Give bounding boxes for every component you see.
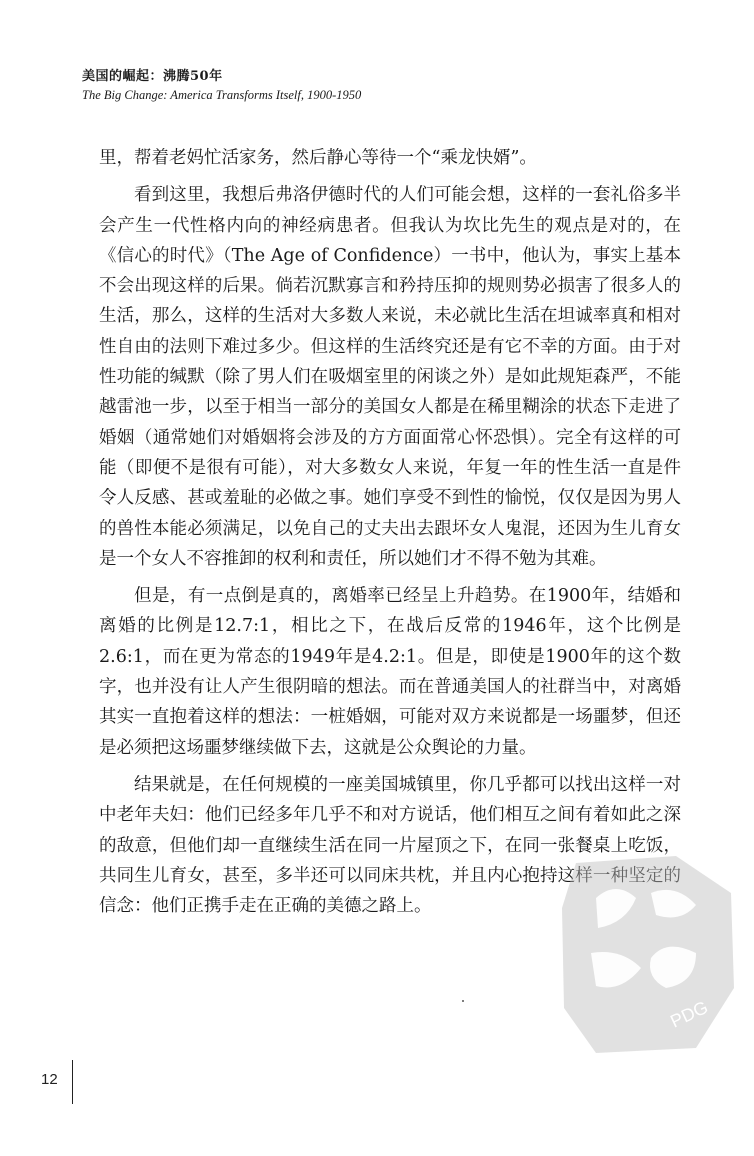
- body-text: [99, 143, 681, 928]
- book-title-english: The Big Change: America Transforms Itself, 1900-1950: [82, 88, 362, 102]
- paragraph: 但是，有一点倒是真的，离婚率已经呈上升趋势。在1900年，结婚和离婚的比例是12.7:1，相比之下，在战后反常的1946年，这个比例是2.6:1，而在更为常态的1949年是4.2:1。但是，即使是1900年的这个数字，也并没有让人产生很阴暗的想法。而在普通美国人的社群当中，对离婚其实一直抱着这样的想法：一桩婚姻，可能对双方来说都是一场噩梦，但还是必须把这场噩梦继续做下去，这就是公众舆论的力量。: [99, 586, 681, 758]
- paragraph: 看到这里，我想后弗洛伊德时代的人们可能会想，这样的一套礼俗多半会产生一代性格内向的神经病患者。但我认为坎比先生的观点是对的，在《信心的时代》（The Age of Confidence）一书中，他认为，事实上基本不会出现这样的后果。倘若沉默寡言和矜持压抑的规则势必损害了很多人的生活，那么，这样的生活对大多数人来说，未必就比生活在坦诚率真和相对性自由的法则下难过多少。但这样的生活终究还是有它不幸的方面。由于对性功能的缄默（除了男人们在吸烟室里的闲谈之外）是如此规矩森严，不能越雷池一步，以至于相当一部分的美国女人都是在稀里糊涂的状态下走进了婚姻（通常她们对婚姻将会涉及的方方面面常心怀恐惧）。完全有这样的可能（即便不是很有可能），对大多数女人来说，年复一年的性生活一直是件令人反感、甚或羞耻的必做之事。她们享受不到性的愉悦，仅仅是因为男人的兽性本能必须满足，以免自己的丈夫出去跟坏女人鬼混，还因为生儿育女是一个女人不容推卸的权利和责任，所以她们才不得不勉为其难。: [99, 185, 681, 569]
- paragraph-continuation: 里，帮着老妈忙活家务，然后静心等待一个“乘龙快婿”。: [99, 148, 537, 168]
- page-number-divider: [72, 1060, 73, 1104]
- watermark-text: PDG: [667, 997, 712, 1032]
- running-head: [82, 68, 682, 103]
- book-title-chinese: 美国的崛起：沸腾50年: [82, 69, 223, 84]
- watermark-graphic: [556, 838, 741, 1060]
- paragraph: 结果就是，在任何规模的一座美国城镇里，你几乎都可以找出这样一对中老年夫妇：他们已经多年几乎不和对方说话，他们相互之间有着如此之深的敌意，但他们却一直继续生活在同一片屋顶之下，在同一张餐桌上吃饭，共同生儿育女，甚至，多半还可以同床共枕，并且内心抱持这样一种坚定的信念：他们正携手走在正确的美德之路上。: [99, 774, 681, 917]
- watermark-stamp: [556, 838, 741, 1060]
- page-number: 12: [41, 1071, 58, 1088]
- stray-mark: [462, 1000, 464, 1002]
